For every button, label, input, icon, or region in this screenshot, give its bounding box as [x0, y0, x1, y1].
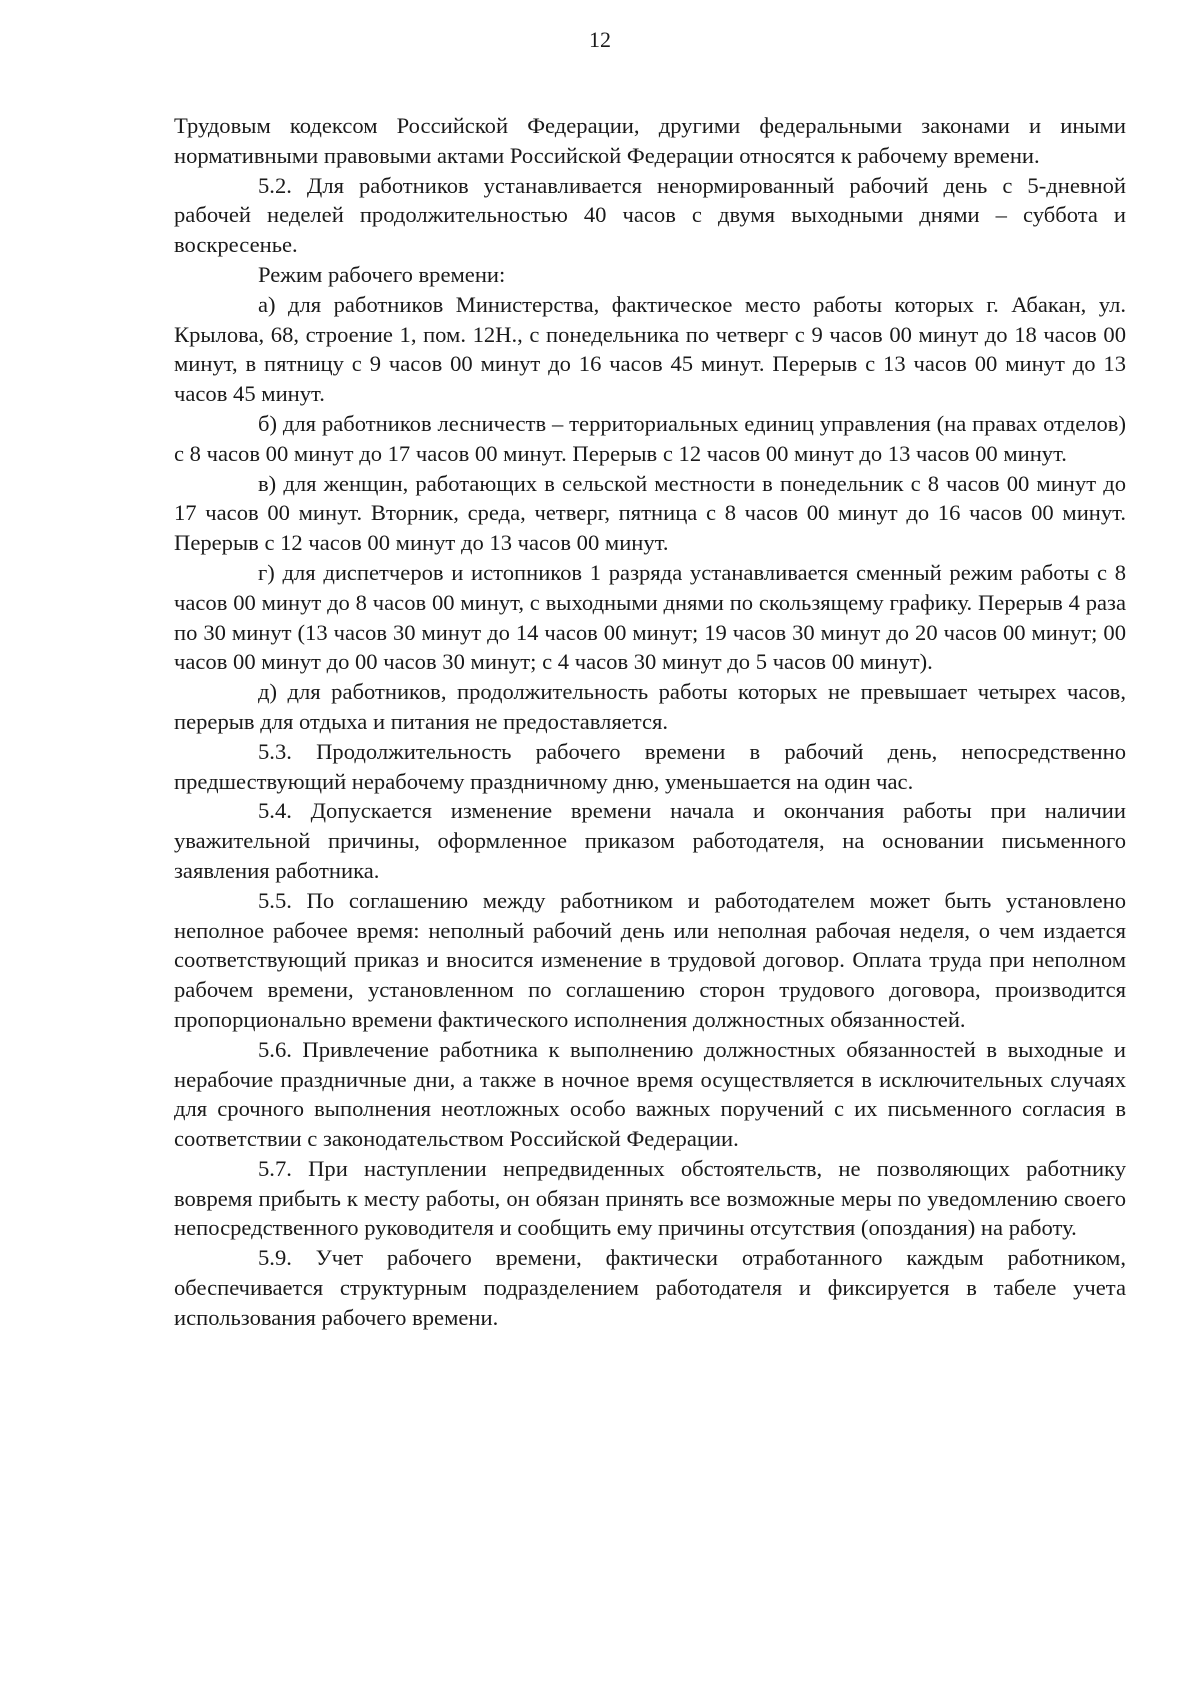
- page-number: 12: [589, 27, 611, 52]
- paragraph-5-3: 5.3. Продолжительность рабочего времени в рабочий день, непосредственно предшествующий нерабочему праздничному дню, уменьшается на один час.: [174, 738, 1126, 794]
- paragraph-continuation: Трудовым кодексом Российской Федерации, другими федеральными законами и иными нормативными правовыми актами Российской Федерации относятся к рабочему времени.: [174, 113, 1126, 168]
- document-body: [174, 111, 1126, 1333]
- paragraph-work-schedule-heading: Режим рабочего времени:: [258, 261, 506, 287]
- paragraph-5-9: 5.9. Учет рабочего времени, фактически отработанного каждым работником, обеспечивается структурным подразделением работодателя и фиксируется в табеле учета использования рабочего времени.: [174, 1245, 1126, 1330]
- paragraph-5-2: 5.2. Для работников устанавливается ненормированный рабочий день с 5-дневной рабочей неделей продолжительностью 40 часов с двумя выходными днями – суббота и воскресенье.: [174, 172, 1126, 258]
- paragraph-5-7: 5.7. При наступлении непредвиденных обстоятельств, не позволяющих работнику вовремя прибыть к месту работы, он обязан принять все возможные меры по уведомлению своего непосредственного руководителя и сообщить ему причины отсутствия (опоздания) на работу.: [174, 1155, 1126, 1241]
- paragraph-item-a: а) для работников Министерства, фактическое место работы которых г. Абакан, ул. Крылова, 68, строение 1, пом. 12Н., с понедельника по четверг с 9 часов 00 минут до 18 часов 00 минут, в пятницу с 9 часов 00 минут до 16 часов 45 минут. Перерыв с 13 часов 00 минут до 13 часов 45 минут.: [174, 291, 1126, 407]
- paragraph-item-b: б) для работников лесничеств – территориальных единиц управления (на правах отделов) с 8 часов 00 минут до 17 часов 00 минут. Перерыв с 12 часов 00 минут до 13 часов 00 минут.: [174, 410, 1126, 466]
- paragraph-item-g: г) для диспетчеров и истопников 1 разряда устанавливается сменный режим работы с 8 часов 00 минут до 8 часов 00 минут, с выходными днями по скользящему графику. Перерыв 4 раза по 30 минут (13 часов 30 минут до 14 часов 00 минут; 19 часов 30 минут до 20 часов 00 минут; 00 часов 00 минут до 00 часов 30 минут; с 4 часов 30 минут до 5 часов 00 минут).: [174, 559, 1126, 675]
- paragraph-item-d: д) для работников, продолжительность работы которых не превышает четырех часов, перерыв для отдыха и питания не предоставляется.: [174, 679, 1126, 734]
- paragraph-5-6: 5.6. Привлечение работника к выполнению должностных обязанностей в выходные и нерабочие праздничные дни, а также в ночное время осуществляется в исключительных случаях для срочного выполнения неотложных особо важных поручений с их письменного согласия в соответствии с законодательством Российской Федерации.: [174, 1036, 1126, 1152]
- paragraph-5-4: 5.4. Допускается изменение времени начала и окончания работы при наличии уважительной причины, оформленное приказом работодателя, на основании письменного заявления работника.: [174, 798, 1126, 883]
- paragraph-5-5: 5.5. По соглашению между работником и работодателем может быть установлено неполное рабочее время: неполный рабочий день или неполная рабочая неделя, о чем издается соответствующий приказ и вносится изменение в трудовой договор. Оплата труда при неполном рабочем времени, установленном по соглашению сторон трудового договора, производится пропорционально времени фактического исполнения должностных обязанностей.: [174, 887, 1126, 1032]
- paragraph-item-v: в) для женщин, работающих в сельской местности в понедельник с 8 часов 00 минут до 17 часов 00 минут. Вторник, среда, четверг, пятница с 8 часов 00 минут до 16 часов 00 минут. Перерыв с 12 часов 00 минут до 13 часов 00 минут.: [174, 470, 1126, 556]
